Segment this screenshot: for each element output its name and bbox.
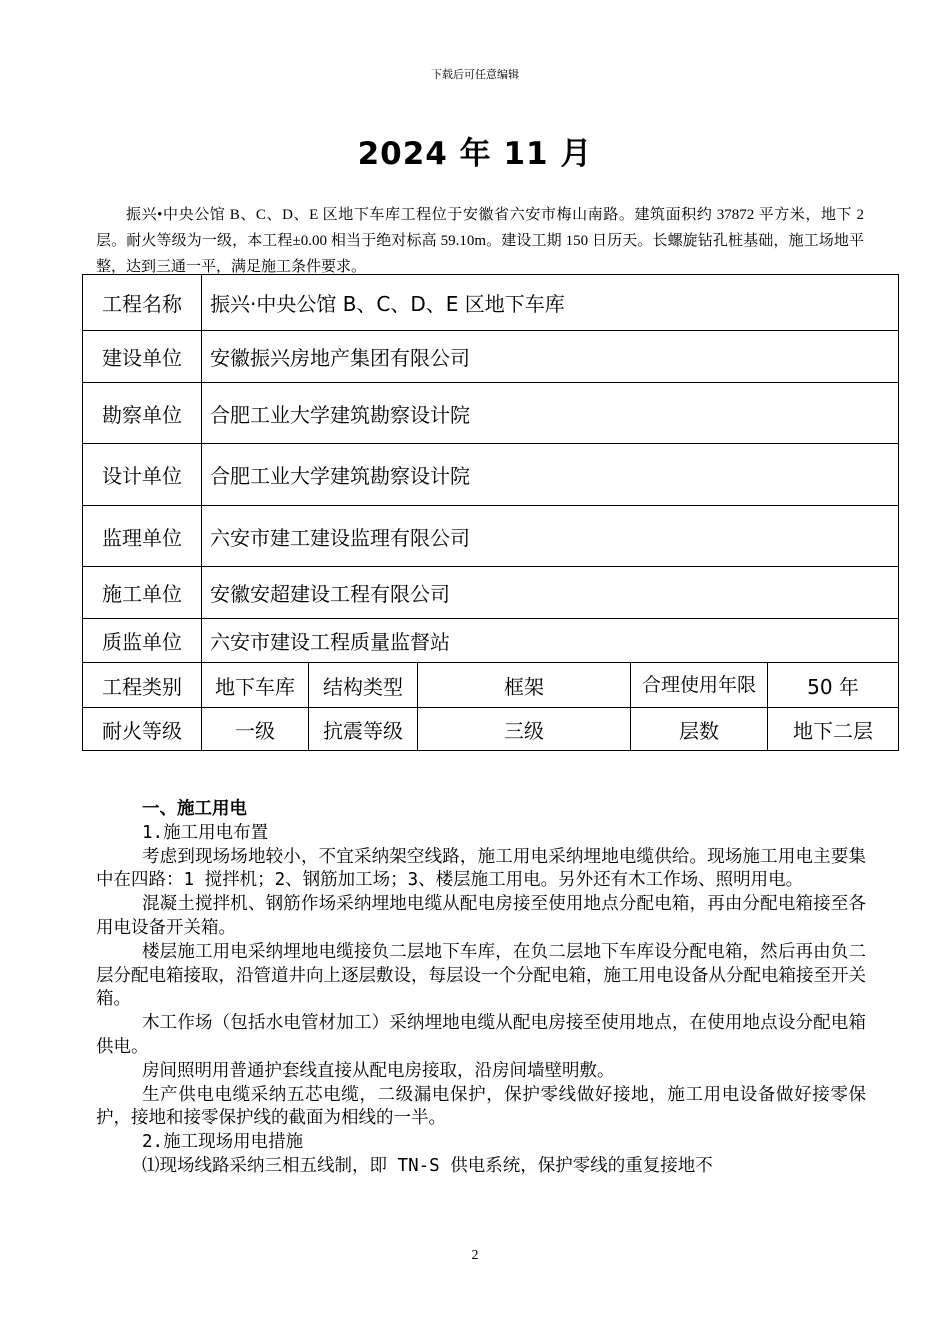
table-row	[83, 275, 899, 331]
row-value: 安徽安超建设工程有限公司	[202, 567, 899, 619]
table-row	[83, 619, 899, 663]
cell: 合理使用年限	[631, 663, 768, 708]
row-label: 设计单位	[83, 444, 202, 506]
row-label: 工程名称	[83, 275, 202, 331]
body-text	[96, 798, 866, 1179]
paragraph: 房间照明用普通护套线直接从配电房接取，沿房间墙壁明敷。	[142, 1060, 615, 1081]
cell: 抗震等级	[309, 708, 418, 751]
table-row	[83, 708, 899, 751]
paragraph: 生产供电电缆采纳五芯电缆，二级漏电保护，保护零线做好接地，施工用电设备做好接零保护，接地和接零保护线的截面为相线的一半。	[96, 1084, 866, 1129]
row-value: 合肥工业大学建筑勘察设计院	[202, 383, 899, 444]
date-title: 2024 年 11 月	[357, 136, 593, 172]
paragraph: 楼层施工用电采纳埋地电缆接负二层地下车库，在负二层地下车库设分配电箱，然后再由负二层分配电箱接取，沿管道井向上逐层敷设，每层设一个分配电箱，施工用电设备从分配电箱接至开关箱。	[96, 941, 866, 1010]
cell: 地下二层	[768, 708, 899, 751]
cell: 耐火等级	[83, 708, 202, 751]
cell: 50 年	[768, 663, 899, 708]
table-row	[83, 506, 899, 567]
row-label: 建设单位	[83, 331, 202, 383]
cell: 工程类别	[83, 663, 202, 708]
section-title: 一、施工用电	[142, 799, 247, 819]
paragraph: ⑴现场线路采纳三相五线制，即 TN-S 供电系统，保护零线的重复接地不	[142, 1155, 713, 1176]
project-intro: 振兴•中央公馆 B、C、D、E 区地下车库工程位于安徽省六安市梅山南路。建筑面积约 37872 平方米，地下 2 层。耐火等级为一级，本工程±0.00 相当于绝对标高 59.10m。建设工期 150 日历天。长螺旋钻孔桩基础，施工场地平整，达到三通一平，满足施工条件要求。	[96, 207, 864, 275]
cell: 框架	[418, 663, 631, 708]
subsection-title: 1.施工用电布置	[142, 822, 269, 843]
paragraph: 木工作场（包括水电管材加工）采纳埋地电缆从配电房接至使用地点，在使用地点设分配电箱供电。	[96, 1013, 866, 1057]
row-value: 振兴·中央公馆 B、C、D、E 区地下车库	[202, 275, 899, 331]
cell: 层数	[631, 708, 768, 751]
table-row	[83, 663, 899, 708]
table-row	[83, 444, 899, 506]
table-row	[83, 331, 899, 383]
table-row	[83, 383, 899, 444]
project-info-table	[82, 274, 899, 751]
row-label: 质监单位	[83, 619, 202, 663]
subsection-title: 2.施工现场用电措施	[142, 1132, 304, 1153]
page-number: 2	[471, 1248, 479, 1263]
header-note: 下载后可任意编辑	[431, 68, 519, 81]
cell: 地下车库	[202, 663, 309, 708]
row-value: 六安市建工建设监理有限公司	[202, 506, 899, 567]
cell: 一级	[202, 708, 309, 751]
cell: 三级	[418, 708, 631, 751]
cell: 结构类型	[309, 663, 418, 708]
row-label: 勘察单位	[83, 383, 202, 444]
paragraph: 混凝土搅拌机、钢筋作场采纳埋地电缆从配电房接至使用地点分配电箱，再由分配电箱接至各用电设备开关箱。	[96, 894, 866, 938]
row-value: 安徽振兴房地产集团有限公司	[202, 331, 899, 383]
paragraph: 考虑到现场场地较小，不宜采纳架空线路，施工用电采纳埋地电缆供给。现场施工用电主要集中在四路：1 搅拌机；2、钢筋加工场；3、楼层施工用电。另外还有木工作场、照明用电。	[96, 846, 866, 891]
table-row	[83, 567, 899, 619]
row-label: 监理单位	[83, 506, 202, 567]
row-value: 合肥工业大学建筑勘察设计院	[202, 444, 899, 506]
row-value: 六安市建设工程质量监督站	[202, 619, 899, 663]
row-label: 施工单位	[83, 567, 202, 619]
